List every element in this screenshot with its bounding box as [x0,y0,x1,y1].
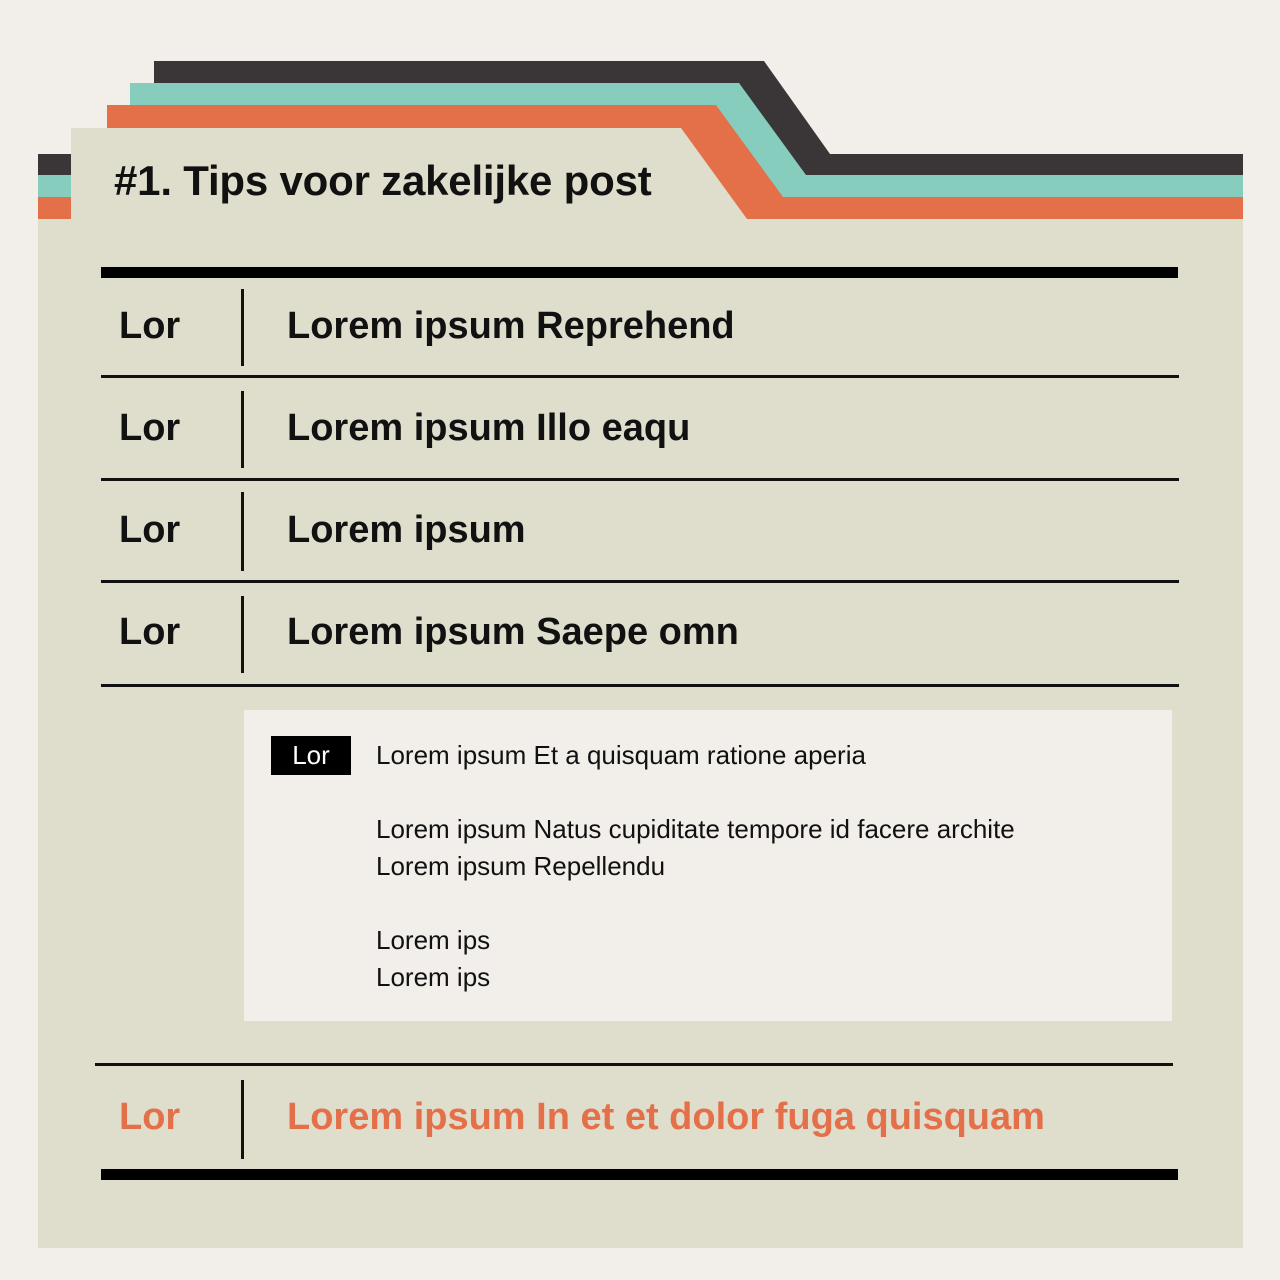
row-key: Lor [119,407,181,449]
row-value: Lorem ipsum [287,509,526,551]
row-divider [241,391,244,468]
row-separator [101,684,1179,687]
row-key: Lor [119,611,181,653]
detail-line: Lorem ips [376,962,491,992]
highlight-row-value: Lorem ipsum In et et dolor fuga quisquam [287,1096,1045,1138]
top-thick-rule [101,267,1178,278]
highlight-row [101,1066,1178,1169]
row-key: Lor [119,305,181,347]
row-value: Lorem ipsum Saepe omn [287,611,739,653]
list-row [101,583,1178,684]
highlight-row-key: Lor [119,1096,181,1138]
detail-panel [244,710,1172,1021]
row-divider [241,596,244,673]
row-key: Lor [119,509,181,551]
detail-line: Lorem ips [376,925,491,955]
row-divider [241,289,244,366]
row-value: Lorem ipsum Illo eaqu [287,407,691,449]
detail-line: Lorem ipsum Et a quisquam ratione aperia [376,740,866,770]
row-divider [241,1080,244,1159]
detail-badge: Lor [271,736,351,775]
list-row [101,278,1178,376]
list-row [101,378,1178,479]
row-divider [241,492,244,571]
detail-line: Lorem ipsum Natus cupiditate tempore id facere archite [376,814,1015,844]
detail-line: Lorem ipsum Repellendu [376,851,666,881]
page-title: #1. Tips voor zakelijke post [114,157,652,204]
bottom-thick-rule [101,1169,1178,1180]
list-row [101,481,1178,581]
row-value: Lorem ipsum Reprehend [287,305,735,347]
